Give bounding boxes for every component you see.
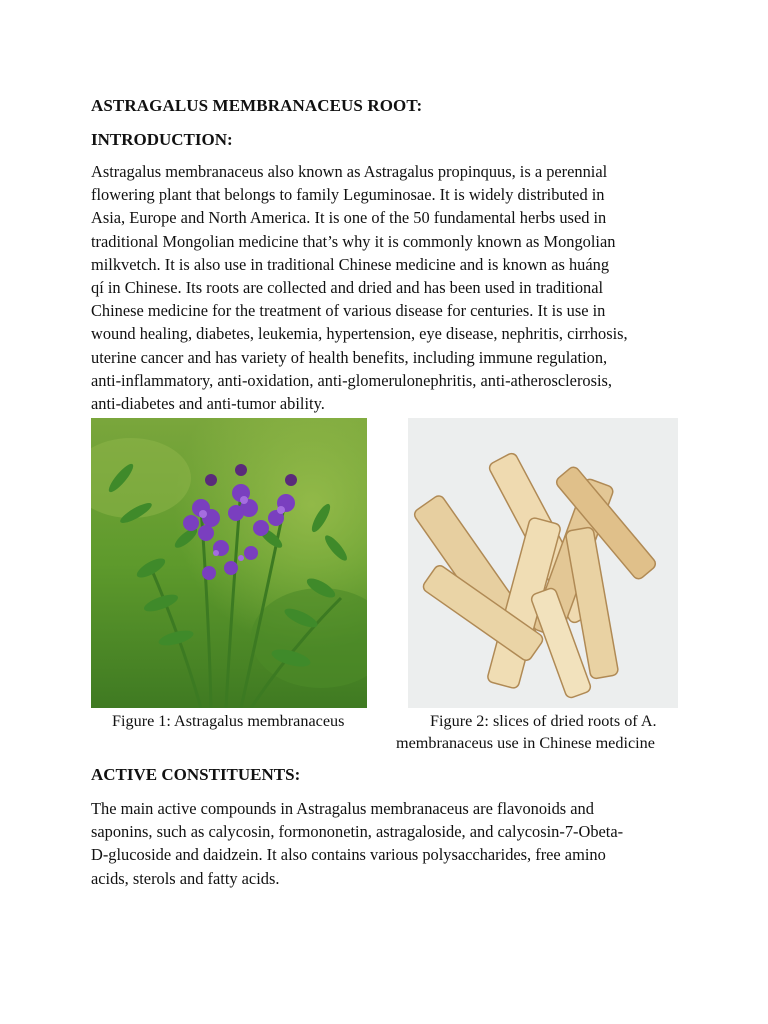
paragraph-line: The main active compounds in Astragalus membranaceus are flavonoids and <box>91 799 594 818</box>
paragraph-line: D-glucoside and daidzein. It also contains various polysaccharides, free amino <box>91 845 606 865</box>
paragraph-line: uterine cancer and has variety of health benefits, including immune regulation, <box>91 347 608 367</box>
document-title: ASTRAGALUS MEMBRANACEUS ROOT: <box>91 96 423 115</box>
introduction-paragraph <box>91 160 691 415</box>
dried-root-slices-illustration <box>408 418 678 708</box>
paragraph-line: milkvetch. It is also use in traditional Chinese medicine and is known as huáng <box>91 254 610 274</box>
paragraph-line: anti-inflammatory, anti-oxidation, anti-glomerulonephritis, anti-atherosclerosis, <box>91 370 613 390</box>
active-constituents-heading: ACTIVE CONSTITUENTS: <box>91 765 301 784</box>
paragraph-line: Astragalus membranaceus also known as Astragalus propinquus, is a perennial <box>91 162 608 181</box>
paragraph-line: Chinese medicine for the treatment of various disease for centuries. It is use in <box>91 301 606 321</box>
paragraph-line: qí in Chinese. Its roots are collected and dried and has been used in traditional <box>91 278 604 298</box>
paragraph-line: flowering plant that belongs to family Leguminosae. It is widely distributed in <box>91 185 605 205</box>
active-constituents-paragraph <box>91 797 691 890</box>
figure-2-caption-line: membranaceus use in Chinese medicine <box>396 734 655 752</box>
paragraph-line: wound healing, diabetes, leukemia, hypertension, eye disease, nephritis, cirrhosis, <box>91 324 628 344</box>
figure-2-dried-roots-photo <box>408 418 678 708</box>
paragraph-line: Asia, Europe and North America. It is one of the 50 fundamental herbs used in <box>91 208 607 228</box>
paragraph-line: saponins, such as calycosin, formononetin, astragaloside, and calycosin-7-Obeta- <box>91 822 624 842</box>
paragraph-line: traditional Mongolian medicine that’s why it is commonly known as Mongolian <box>91 231 616 251</box>
figure-1-caption: Figure 1: Astragalus membranaceus <box>112 712 345 730</box>
paragraph-line: anti-diabetes and anti-tumor ability. <box>91 394 325 414</box>
plant-illustration <box>91 418 367 708</box>
introduction-heading: INTRODUCTION: <box>91 130 233 149</box>
figure-1-plant-photo <box>91 418 367 708</box>
paragraph-line: acids, sterols and fatty acids. <box>91 868 280 888</box>
figure-2-caption-line: Figure 2: slices of dried roots of A. <box>430 712 657 730</box>
